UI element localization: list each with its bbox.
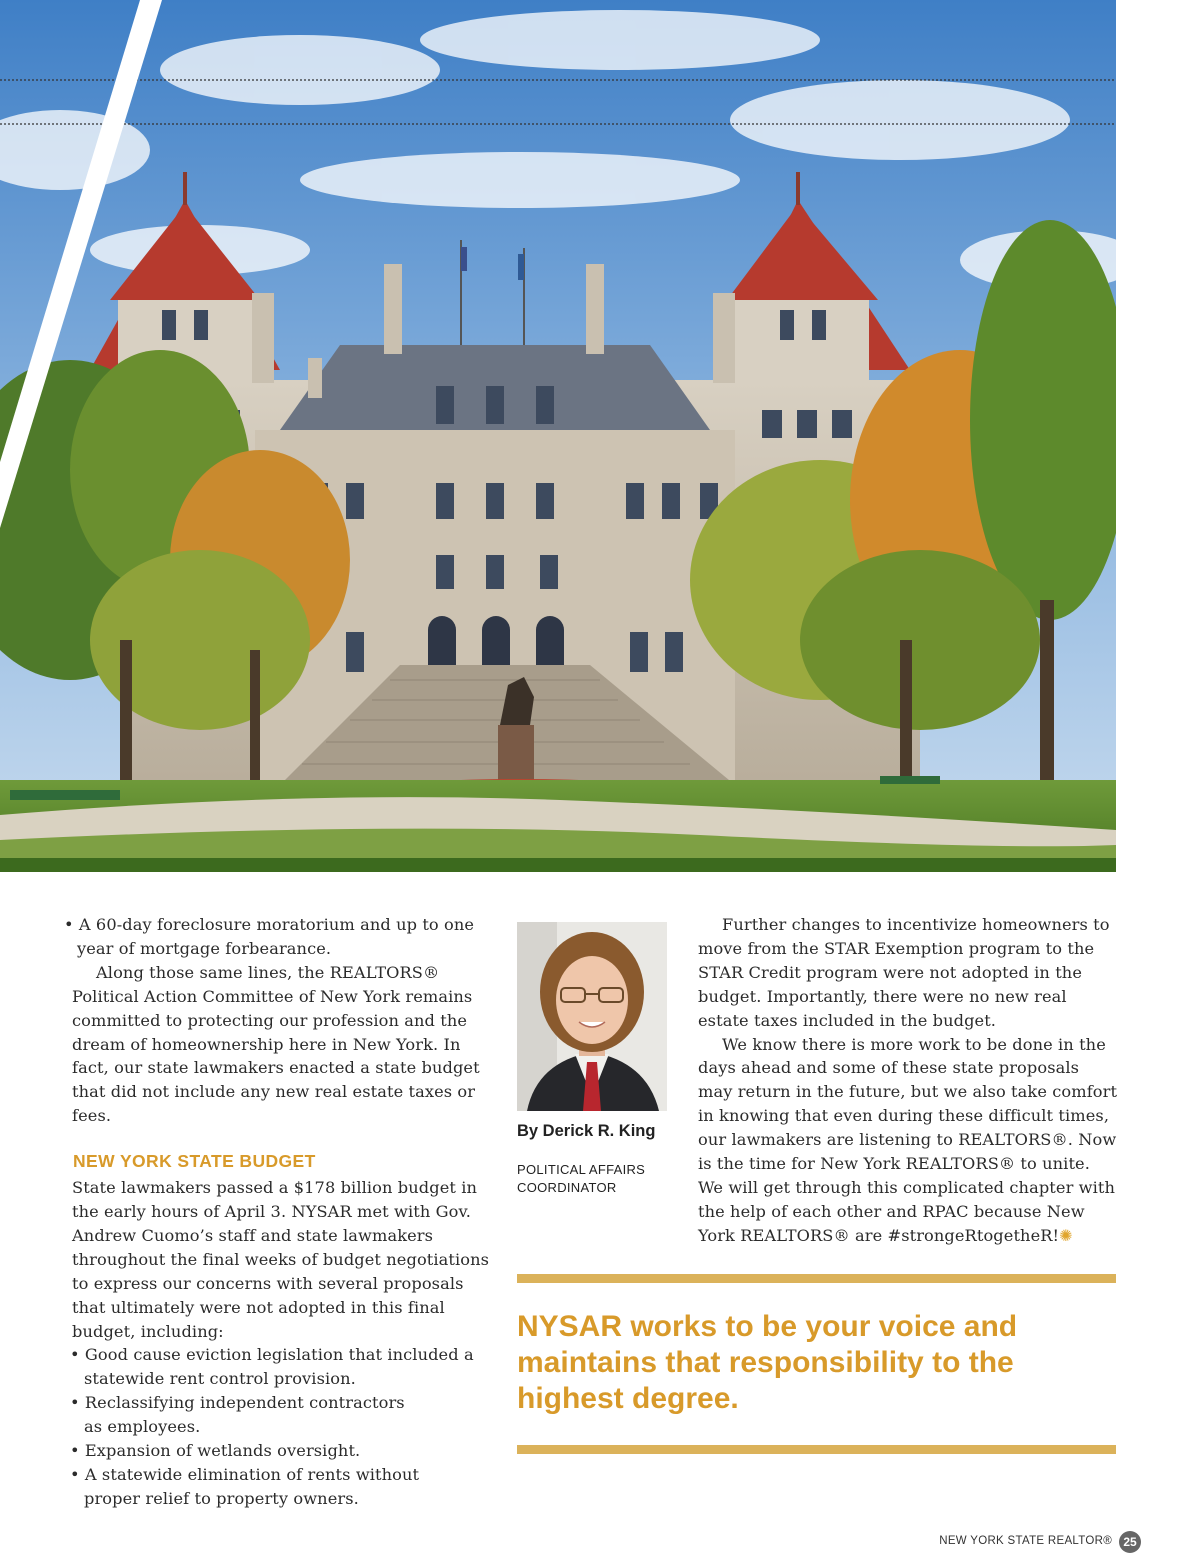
sparkle-icon: ✺ bbox=[1059, 1225, 1073, 1245]
author-portrait-illustration bbox=[517, 922, 667, 1111]
pull-quote: NYSAR works to be your voice and maintains that responsibility to the highest degree. bbox=[517, 1310, 1018, 1415]
bullet-foreclosure: • A 60-day foreclosure moratorium and up to one year of mortgage forbearance. bbox=[64, 915, 475, 958]
author-title: POLITICAL AFFAIRS COORDINATOR bbox=[517, 1162, 646, 1195]
left-text-column bbox=[64, 913, 494, 1511]
pull-quote-bottom-rule bbox=[517, 1445, 1116, 1454]
bullet-item: • Reclassifying independent contractors as employees. bbox=[70, 1393, 405, 1437]
paragraph-rpac: Along those same lines, the REALTORS® Political Action Committee of New York remains committed to protecting our profession and the dream of homeownership here in New York. In fact, our state lawmakers enacted a state budget that did not include any new real estate taxes or fees. bbox=[72, 962, 480, 1126]
bullet-item: • Good cause eviction legislation that included a statewide rent control provision. bbox=[70, 1345, 474, 1389]
author-byline: By Derick R. King bbox=[517, 1122, 656, 1140]
photo-footer-bar bbox=[0, 858, 1116, 872]
author-headshot bbox=[517, 922, 667, 1111]
paragraph-star-program: Further changes to incentivize homeowners to move from the STAR Exemption program to the STAR Credit program were not adopted in the budget. Importantly, there were no new real estate taxes included in the budget. bbox=[698, 915, 1110, 1030]
subhead-ny-budget: NEW YORK STATE BUDGET bbox=[73, 1151, 316, 1172]
bullet-item: • A statewide elimination of rents without proper relief to property owners. bbox=[70, 1464, 420, 1508]
paragraph-closing: We know there is more work to be done in the days ahead and some of these state proposals may return in the future, but we also take comfort in knowing that even during these difficult times, our lawmakers are listening to REALTORS®. Now is the time for New York REALTORS® to unite. We will get through this complicated chapter with the help of each other and RPAC because New York REALTORS® are #strongeRtogetheR!✺ bbox=[698, 1034, 1118, 1245]
right-text-column bbox=[698, 913, 1118, 1248]
paragraph-budget: State lawmakers passed a $178 billion budget in the early hours of April 3. NYSAR met with Gov. Andrew Cuomo’s staff and state lawmakers throughout the final weeks of budget negotiations to express our concerns with several proposals that ultimately were not adopted in this final budget, including: bbox=[72, 1178, 490, 1341]
page-number: 25 bbox=[1119, 1531, 1141, 1553]
publication-footer: NEW YORK STATE REALTOR® bbox=[939, 1535, 1112, 1547]
pull-quote-top-rule bbox=[517, 1274, 1116, 1283]
bullet-item: • Expansion of wetlands oversight. bbox=[70, 1441, 361, 1461]
